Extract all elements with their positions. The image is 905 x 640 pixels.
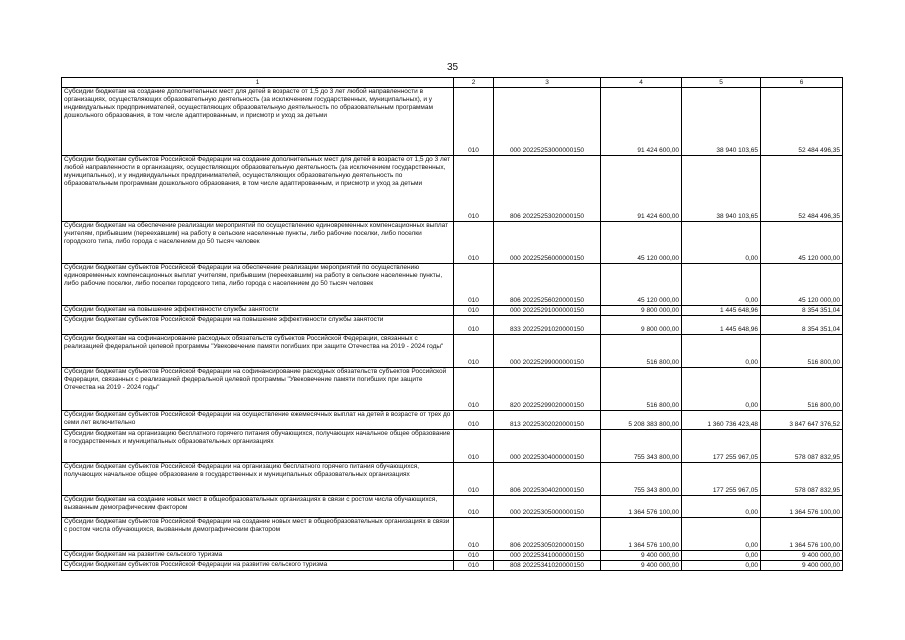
row-budget-code: 000 20225291000000150 xyxy=(494,306,601,316)
row-remaining-amount: 8 354 351,04 xyxy=(761,316,843,335)
table-row xyxy=(62,335,843,368)
column-header-5: 5 xyxy=(682,78,761,88)
table-row xyxy=(62,88,843,156)
row-remaining-amount: 1 364 576 100,00 xyxy=(761,496,843,518)
row-approved-amount: 91 424 600,00 xyxy=(601,88,682,156)
row-remaining-amount: 9 400 000,00 xyxy=(761,561,843,571)
row-approved-amount: 9 800 000,00 xyxy=(601,306,682,316)
row-admin-code: 010 xyxy=(454,88,494,156)
row-remaining-amount: 45 120 000,00 xyxy=(761,264,843,306)
row-description: Субсидии бюджетам на создание новых мест в общеобразовательных организациях в связи с ростом числа обучающихся, вызванным демографическим фактором xyxy=(62,496,454,518)
row-description: Субсидии бюджетам субъектов Российской Федерации на организацию бесплатного горячего питания обучающихся, получающих начальное общее образование в государственных и муниципальных образовательных организациях xyxy=(62,463,454,496)
table-row xyxy=(62,518,843,551)
row-admin-code: 010 xyxy=(454,463,494,496)
row-admin-code: 010 xyxy=(454,368,494,411)
row-description: Субсидии бюджетам субъектов Российской Федерации на софинансирование расходных обязательств субъектов Российской Федерации, связанных с реализацией федеральной целевой программы "Увековечение памяти погибших при защите Отечества на 2019 - 2024 годы" xyxy=(62,368,454,411)
row-approved-amount: 45 120 000,00 xyxy=(601,264,682,306)
row-budget-code: 806 20225305020000150 xyxy=(494,518,601,551)
table-row xyxy=(62,551,843,561)
page-number: 35 xyxy=(446,62,459,73)
row-description: Субсидии бюджетам субъектов Российской Федерации на осуществление ежемесячных выплат на детей в возрасте от трех до семи лет включительно xyxy=(62,411,454,430)
table-row xyxy=(62,368,843,411)
table-row xyxy=(62,561,843,571)
row-approved-amount: 9 800 000,00 xyxy=(601,316,682,335)
row-remaining-amount: 52 484 496,35 xyxy=(761,156,843,222)
row-description: Субсидии бюджетам на обеспечение реализации мероприятий по осуществлению единовременных компенсационных выплат учителям, прибывшим (переехавшим) на работу в сельские населенные пункты, либо рабочие поселки, либо поселки городского типа, либо города с населением до 50 тысяч человек xyxy=(62,222,454,264)
row-budget-code: 813 20225302020000150 xyxy=(494,411,601,430)
row-budget-code: 000 20225299000000150 xyxy=(494,335,601,368)
row-budget-code: 806 20225256020000150 xyxy=(494,264,601,306)
row-approved-amount: 1 364 576 100,00 xyxy=(601,518,682,551)
row-admin-code: 010 xyxy=(454,264,494,306)
row-approved-amount: 1 364 576 100,00 xyxy=(601,496,682,518)
budget-table-container xyxy=(61,77,842,571)
table-row xyxy=(62,156,843,222)
row-remaining-amount: 578 087 832,95 xyxy=(761,430,843,463)
row-admin-code: 010 xyxy=(454,222,494,264)
row-executed-amount: 0,00 xyxy=(682,264,761,306)
row-executed-amount: 38 940 103,65 xyxy=(682,88,761,156)
row-admin-code: 010 xyxy=(454,430,494,463)
column-header-3: 3 xyxy=(494,78,601,88)
row-executed-amount: 0,00 xyxy=(682,496,761,518)
table-row xyxy=(62,411,843,430)
row-description: Субсидии бюджетам субъектов Российской Федерации на развитие сельского туризма xyxy=(62,561,454,571)
row-executed-amount: 177 255 967,05 xyxy=(682,463,761,496)
budget-table xyxy=(61,77,843,571)
row-description: Субсидии бюджетам субъектов Российской Федерации на обеспечение реализации мероприятий по осуществлению единовременных компенсационных выплат учителям, прибывшим (переехавшим) на работу в сельские населенные пункты, либо рабочие поселки, либо поселки городского типа, либо города с населением до 50 тысяч человек xyxy=(62,264,454,306)
row-remaining-amount: 516 800,00 xyxy=(761,335,843,368)
table-row xyxy=(62,222,843,264)
row-admin-code: 010 xyxy=(454,551,494,561)
row-admin-code: 010 xyxy=(454,411,494,430)
row-remaining-amount: 9 400 000,00 xyxy=(761,551,843,561)
row-remaining-amount: 578 087 832,95 xyxy=(761,463,843,496)
row-budget-code: 000 20225304000000150 xyxy=(494,430,601,463)
row-executed-amount: 177 255 967,05 xyxy=(682,430,761,463)
row-executed-amount: 0,00 xyxy=(682,222,761,264)
row-executed-amount: 0,00 xyxy=(682,551,761,561)
row-approved-amount: 45 120 000,00 xyxy=(601,222,682,264)
row-executed-amount: 38 940 103,65 xyxy=(682,156,761,222)
row-approved-amount: 755 343 800,00 xyxy=(601,463,682,496)
row-admin-code: 010 xyxy=(454,156,494,222)
table-row xyxy=(62,430,843,463)
row-admin-code: 010 xyxy=(454,306,494,316)
column-header-2: 2 xyxy=(454,78,494,88)
row-approved-amount: 9 400 000,00 xyxy=(601,561,682,571)
table-row xyxy=(62,463,843,496)
column-header-1: 1 xyxy=(62,78,454,88)
row-budget-code: 806 20225304020000150 xyxy=(494,463,601,496)
row-remaining-amount: 8 354 351,04 xyxy=(761,306,843,316)
row-executed-amount: 0,00 xyxy=(682,518,761,551)
row-executed-amount: 1 360 736 423,48 xyxy=(682,411,761,430)
row-executed-amount: 0,00 xyxy=(682,561,761,571)
row-remaining-amount: 45 120 000,00 xyxy=(761,222,843,264)
column-header-4: 4 xyxy=(601,78,682,88)
row-approved-amount: 516 800,00 xyxy=(601,368,682,411)
row-description: Субсидии бюджетам на организацию бесплатного горячего питания обучающихся, получающих начальное общее образование в государственных и муниципальных образовательных организациях xyxy=(62,430,454,463)
row-admin-code: 010 xyxy=(454,496,494,518)
row-budget-code: 806 20225253020000150 xyxy=(494,156,601,222)
row-approved-amount: 516 800,00 xyxy=(601,335,682,368)
row-executed-amount: 0,00 xyxy=(682,335,761,368)
table-row xyxy=(62,496,843,518)
table-row xyxy=(62,316,843,335)
row-description: Субсидии бюджетам субъектов Российской Федерации на создание новых мест в общеобразовательных организациях в связи с ростом числа обучающихся, вызванным демографическим фактором xyxy=(62,518,454,551)
row-budget-code: 808 20225341020000150 xyxy=(494,561,601,571)
row-admin-code: 010 xyxy=(454,316,494,335)
row-budget-code: 000 20225253000000150 xyxy=(494,88,601,156)
row-remaining-amount: 1 364 576 100,00 xyxy=(761,518,843,551)
table-row xyxy=(62,264,843,306)
row-remaining-amount: 516 800,00 xyxy=(761,368,843,411)
row-remaining-amount: 52 484 496,35 xyxy=(761,88,843,156)
row-budget-code: 833 20225291020000150 xyxy=(494,316,601,335)
row-executed-amount: 1 445 648,96 xyxy=(682,306,761,316)
row-description: Субсидии бюджетам субъектов Российской Федерации на создание дополнительных мест для детей в возрасте от 1,5 до 3 лет любой направленности в организациях, осуществляющих образовательную деятельность (за исключением государственных, муниципальных), и у индивидуальных предпринимателей, осуществляющих образовательную деятельность по образовательным программам дошкольного образования, в том числе адаптированным, и присмотр и уход за детьми xyxy=(62,156,454,222)
row-budget-code: 000 20225256000000150 xyxy=(494,222,601,264)
row-admin-code: 010 xyxy=(454,518,494,551)
column-header-6: 6 xyxy=(761,78,843,88)
row-remaining-amount: 3 847 647 376,52 xyxy=(761,411,843,430)
row-approved-amount: 5 208 383 800,00 xyxy=(601,411,682,430)
row-approved-amount: 9 400 000,00 xyxy=(601,551,682,561)
row-admin-code: 010 xyxy=(454,335,494,368)
table-body xyxy=(62,88,843,571)
row-admin-code: 010 xyxy=(454,561,494,571)
row-approved-amount: 91 424 600,00 xyxy=(601,156,682,222)
row-description: Субсидии бюджетам на повышение эффективности службы занятости xyxy=(62,306,454,316)
row-description: Субсидии бюджетам субъектов Российской Федерации на повышение эффективности службы занятости xyxy=(62,316,454,335)
header-row xyxy=(62,78,843,88)
row-budget-code: 000 20225341000000150 xyxy=(494,551,601,561)
row-executed-amount: 0,00 xyxy=(682,368,761,411)
table-header xyxy=(62,78,843,88)
row-description: Субсидии бюджетам на создание дополнительных мест для детей в возрасте от 1,5 до 3 лет любой направленности в организациях, осуществляющих образовательную деятельность (за исключением государственных, муниципальных), и у индивидуальных предпринимателей, осуществляющих образовательную деятельность по образовательным программам дошкольного образования, в том числе адаптированным, и присмотр и уход за детьми xyxy=(62,88,454,156)
row-description: Субсидии бюджетам на софинансирование расходных обязательств субъектов Российской Федерации, связанных с реализацией федеральной целевой программы "Увековечение памяти погибших при защите Отечества на 2019 - 2024 годы" xyxy=(62,335,454,368)
row-budget-code: 820 20225299020000150 xyxy=(494,368,601,411)
row-description: Субсидии бюджетам на развитие сельского туризма xyxy=(62,551,454,561)
table-row xyxy=(62,306,843,316)
row-approved-amount: 755 343 800,00 xyxy=(601,430,682,463)
row-budget-code: 000 20225305000000150 xyxy=(494,496,601,518)
row-executed-amount: 1 445 648,96 xyxy=(682,316,761,335)
